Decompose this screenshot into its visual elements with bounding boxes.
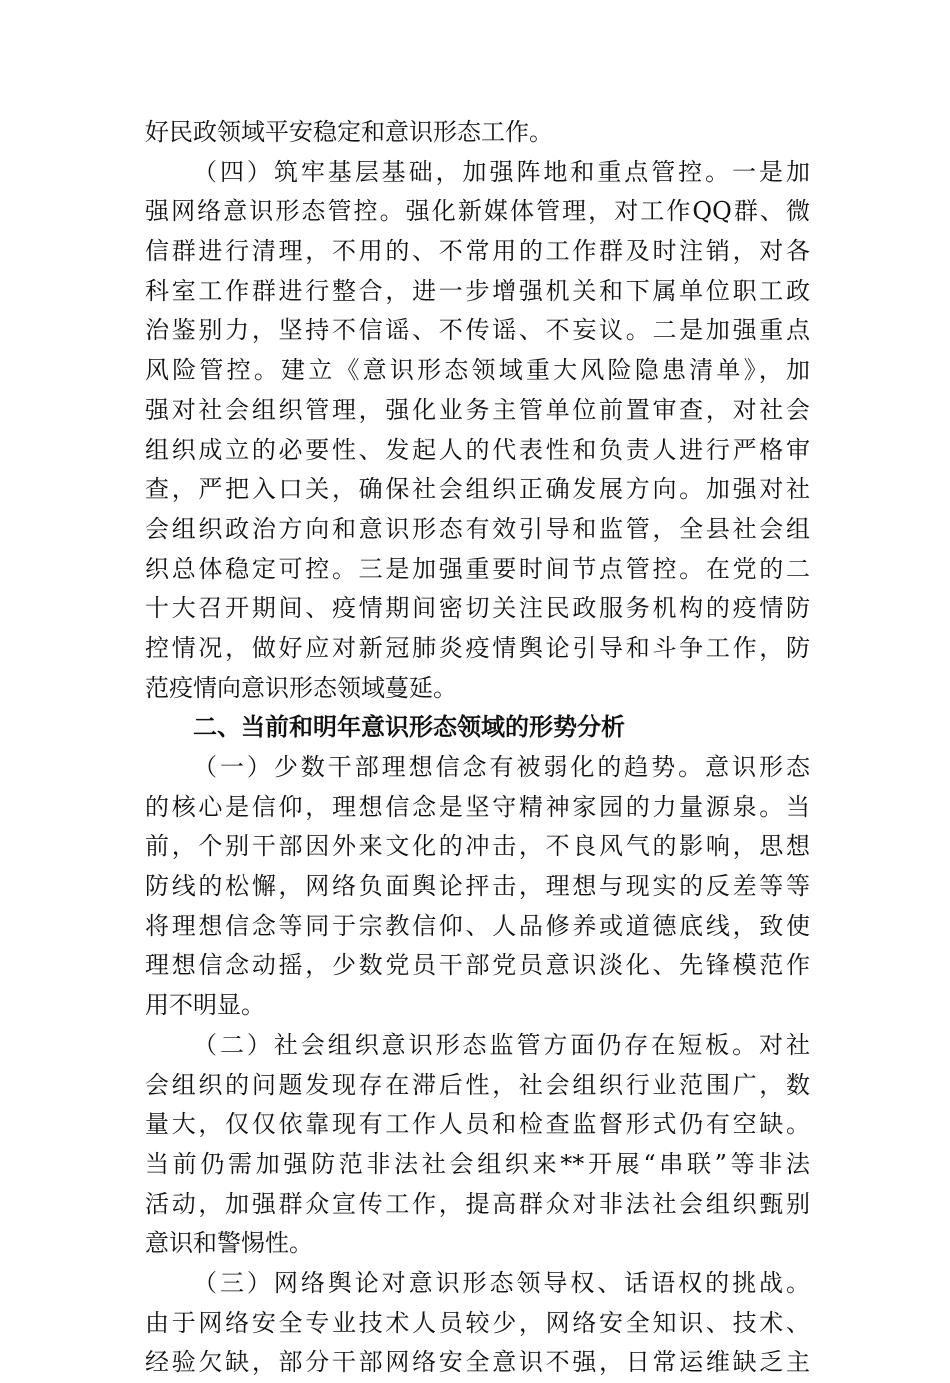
text-line: 防线的松懈，网络负面舆论抨击，理想与现实的反差等等 (145, 872, 810, 901)
text-line: 风险管控。建立《意识形态领域重大风险隐患清单》，加 (145, 356, 810, 385)
text-line: 查，严把入口关，确保社会组织正确发展方向。加强对社 (145, 475, 810, 504)
text-line: 将理想信念等同于宗教信仰、人品修养或道德底线，致使 (145, 911, 810, 940)
text-line: 活动，加强群众宣传工作，提高群众对非法社会组织甄别 (145, 1189, 810, 1218)
text-line: 组织成立的必要性、发起人的代表性和负责人进行严格审 (145, 435, 810, 464)
text-line: 意识和警惕性。 (145, 1229, 313, 1258)
text-line: 控情况，做好应对新冠肺炎疫情舆论引导和斗争工作，防 (145, 633, 810, 662)
text-line: 强对社会组织管理，强化业务主管单位前置审查，对社会 (145, 395, 810, 424)
text-line: 好民政领域平安稳定和意识形态工作。 (145, 118, 553, 146)
text-line: 用不明显。 (145, 991, 265, 1020)
text-line: （四）筑牢基层基础，加强阵地和重点管控。一是加 (193, 157, 810, 186)
text-line: 科室工作群进行整合，进一步增强机关和下属单位职工政 (145, 276, 810, 305)
text-line: 强网络意识形态管控。强化新媒体管理，对工作QQ群、微 (145, 197, 810, 226)
text-line: 织总体稳定可控。三是加强重要时间节点管控。在党的二 (145, 554, 810, 583)
text-line: 会组织政治方向和意识形态有效引导和监管，全县社会组 (145, 514, 810, 543)
text-line: 理想信念动摇，少数党员干部党员意识淡化、先锋模范作 (145, 951, 810, 980)
text-line: 量大，仅仅依靠现有工作人员和检查监督形式仍有空缺。 (145, 1110, 810, 1139)
text-line: 当前仍需加强防范非法社会组织来**开展“串联”等非法 (145, 1149, 810, 1178)
text-line: 十大召开期间、疫情期间密切关注民政服务机构的疫情防 (145, 594, 810, 623)
text-line: （三）网络舆论对意识形态领导权、话语权的挑战。 (193, 1268, 810, 1297)
text-line: 前，个别干部因外来文化的冲击，不良风气的影响，思想 (145, 832, 810, 861)
document-body (145, 113, 810, 1383)
text-line: （一）少数干部理想信念有被弱化的趋势。意识形态 (193, 753, 810, 781)
text-line: （二）社会组织意识形态监管方面仍存在短板。对社 (193, 1030, 810, 1059)
text-line: 的核心是信仰，理想信念是坚守精神家园的力量源泉。当 (145, 792, 810, 821)
text-line: 信群进行清理，不用的、不常用的工作群及时注销，对各 (145, 237, 810, 266)
section-heading: 二、当前和明年意识形态领域的形势分析 (193, 713, 625, 742)
text-line: 会组织的问题发现存在滞后性，社会组织行业范围广，数 (145, 1070, 810, 1099)
text-line: 由于网络安全专业技术人员较少，网络安全知识、技术、 (145, 1308, 810, 1337)
text-line: 范疫情向意识形态领域蔓延。 (145, 673, 457, 702)
text-line: 经验欠缺，部分干部网络安全意识不强，日常运维缺乏主 (145, 1348, 810, 1377)
text-line: 治鉴别力，坚持不信谣、不传谣、不妄议。二是加强重点 (145, 316, 810, 345)
